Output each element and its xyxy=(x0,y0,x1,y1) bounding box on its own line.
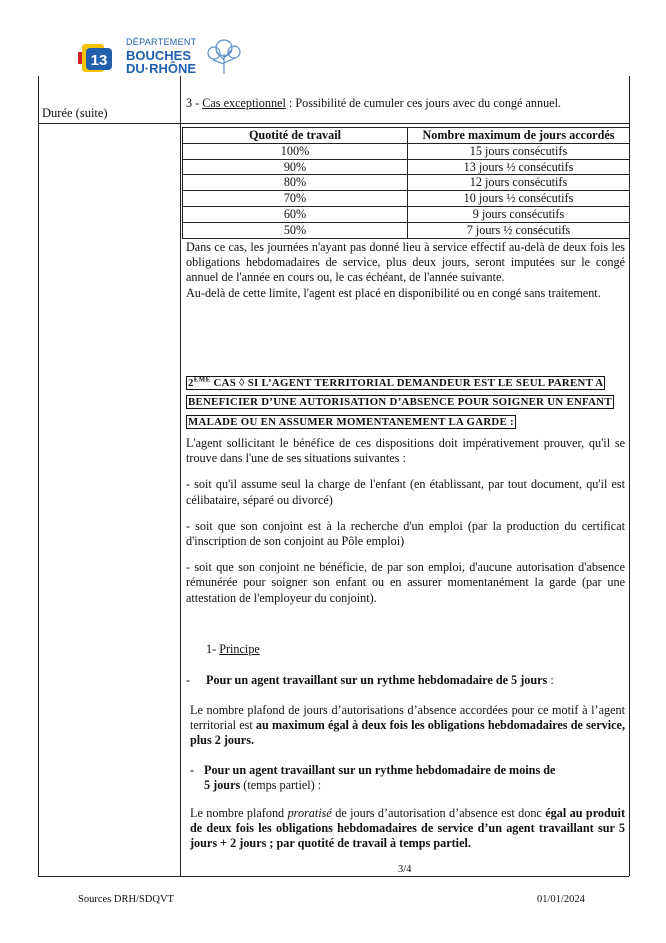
partial-heading-tail: (temps partiel) : xyxy=(240,778,322,793)
svg-text:13: 13 xyxy=(90,52,108,69)
table-cell-quotite: 80% xyxy=(183,175,408,191)
frame-left-border xyxy=(38,76,39,876)
table-cell-days: 13 jours ½ consécutifs xyxy=(408,159,630,175)
table-cell-quotite: 50% xyxy=(183,222,408,238)
condition-3: - soit que son conjoint ne bénéficie, de par son emploi, d'aucune autorisation d'absence rémunérée pour soigner son enfant ou en assurer momentanément la garde (par une attestation de l'employeur du conjoint). xyxy=(186,560,625,605)
five-days-text xyxy=(190,703,625,749)
tree-icon xyxy=(204,36,244,76)
partial-text xyxy=(190,806,625,852)
partial-text-3: de jours d’autorisation d’absence est donc xyxy=(331,806,546,820)
case-3-title: Cas exceptionnel xyxy=(202,96,286,110)
row-label-duree: Durée (suite) xyxy=(42,106,108,120)
principe-heading xyxy=(206,642,645,657)
table-cell-days: 9 jours consécutifs xyxy=(408,206,630,222)
table-row xyxy=(183,222,630,238)
page-number: 3/4 xyxy=(398,864,412,875)
five-days-heading-text: Pour un agent travaillant sur un rythme hebdomadaire de 5 jours xyxy=(206,673,548,687)
logo-line-2: BOUCHES xyxy=(126,48,192,63)
quotite-table xyxy=(182,127,630,239)
department-logo xyxy=(78,36,248,78)
five-days-text-normal: Le nombre plafond de jours d’autorisations d’absence accordées pour ce motif à l’agent territorial est xyxy=(190,703,625,733)
condition-1: - soit qu'il assume seul la charge de l'enfant (en établissant, par tout document, qu'il est célibataire, séparé ou divorcé) xyxy=(186,477,625,507)
five-days-text-bold: au maximum égal à deux fois les obligations hebdomadaires de service, plus 2 jours. xyxy=(190,718,625,748)
table-cell-quotite: 60% xyxy=(183,206,408,222)
table-header-max-days: Nombre maximum de jours accordés xyxy=(408,128,630,144)
table-cell-days: 10 jours ½ consécutifs xyxy=(408,191,630,207)
table-cell-quotite: 100% xyxy=(183,143,408,159)
frame-row-divider xyxy=(38,123,629,124)
partial-heading xyxy=(190,763,629,793)
table-header-quotite: Quotité de travail xyxy=(183,128,408,144)
table-row xyxy=(183,175,630,191)
table-cell-days: 15 jours consécutifs xyxy=(408,143,630,159)
table-row xyxy=(183,159,630,175)
case-2-number: 2 xyxy=(188,376,194,389)
frame-bottom-border xyxy=(38,876,629,877)
frame-column-divider xyxy=(180,76,181,876)
case-2-superscript: EME xyxy=(193,375,211,383)
table-row xyxy=(183,143,630,159)
footer-date: 01/01/2024 xyxy=(537,894,585,905)
case-2-line-3: MALADE OU EN ASSUMER MOMENTANEMENT LA GARDE : xyxy=(188,415,514,428)
footer-source: Sources DRH/SDQVT xyxy=(78,894,174,905)
logo-line-1: DÉPARTEMENT xyxy=(126,37,197,47)
case-2-line-1-text: CAS ◊ SI L’AGENT TERRITORIAL DEMANDEUR EST LE SEUL PARENT A xyxy=(210,376,604,389)
partial-text-1: Le nombre plafond xyxy=(190,806,288,820)
table-cell-days: 7 jours ½ consécutifs xyxy=(408,222,630,238)
table-row xyxy=(183,191,630,207)
principe-title: Principe xyxy=(219,642,260,656)
five-days-heading-tail: : xyxy=(547,673,554,687)
table-cell-days: 12 jours consécutifs xyxy=(408,175,630,191)
case-3-intro xyxy=(186,96,625,111)
conditions-intro: L'agent sollicitant le bénéfice de ces dispositions doit impérativement prouver, qu'il se trouve dans l'une de ses situations suivantes : xyxy=(186,436,625,466)
case-2-heading xyxy=(186,371,623,431)
logo-line-3: DU·RHÔNE xyxy=(126,61,197,76)
paragraph-limit: Au-delà de cette limite, l'agent est placé en disponibilité ou en congé sans traitement. xyxy=(186,285,601,300)
partial-heading-line-2: 5 jours xyxy=(204,778,241,793)
case-3-number: 3 - xyxy=(186,96,203,110)
case-2-line-2: BENEFICIER D’UNE AUTORISATION D’ABSENCE POUR SOIGNER UN ENFANT xyxy=(188,396,612,409)
table-cell-quotite: 70% xyxy=(183,191,408,207)
bullet-dash: - xyxy=(190,763,195,777)
five-days-heading xyxy=(186,673,625,688)
condition-2: - soit que son conjoint est à la recherche d'un emploi (par la production du certificat d'inscription de son conjoint au Pôle emploi) xyxy=(186,518,625,549)
partial-heading-line-1: Pour un agent travaillant sur un rythme hebdomadaire de moins de xyxy=(204,763,556,777)
bullet-dash: - xyxy=(186,673,191,687)
principe-number: 1- xyxy=(206,642,220,656)
table-header-row xyxy=(183,128,630,144)
case-2-line-1 xyxy=(186,376,605,390)
table-row xyxy=(183,206,630,222)
partial-text-bold: égal au produit de deux fois les obligations hebdomadaires de service d’un agent travaillant sur 5 jours + 2 jours ; par quotité de travail à temps partiel. xyxy=(190,806,625,851)
table-cell-quotite: 90% xyxy=(183,159,408,175)
bdr-13-emblem-icon xyxy=(78,38,122,78)
partial-text-italic: proratisé xyxy=(287,806,332,820)
case-3-description: : Possibilité de cumuler ces jours avec du congé annuel. xyxy=(285,96,562,110)
paragraph-imputation: Dans ce cas, les journées n'ayant pas donné lieu à service effectif au-delà de deux fois les obligations hebdomadaires de service, plus deux jours, seront imputées sur le congé annuel de l'année en cours ou, le cas échéant, de l'année suivante. xyxy=(186,240,625,285)
